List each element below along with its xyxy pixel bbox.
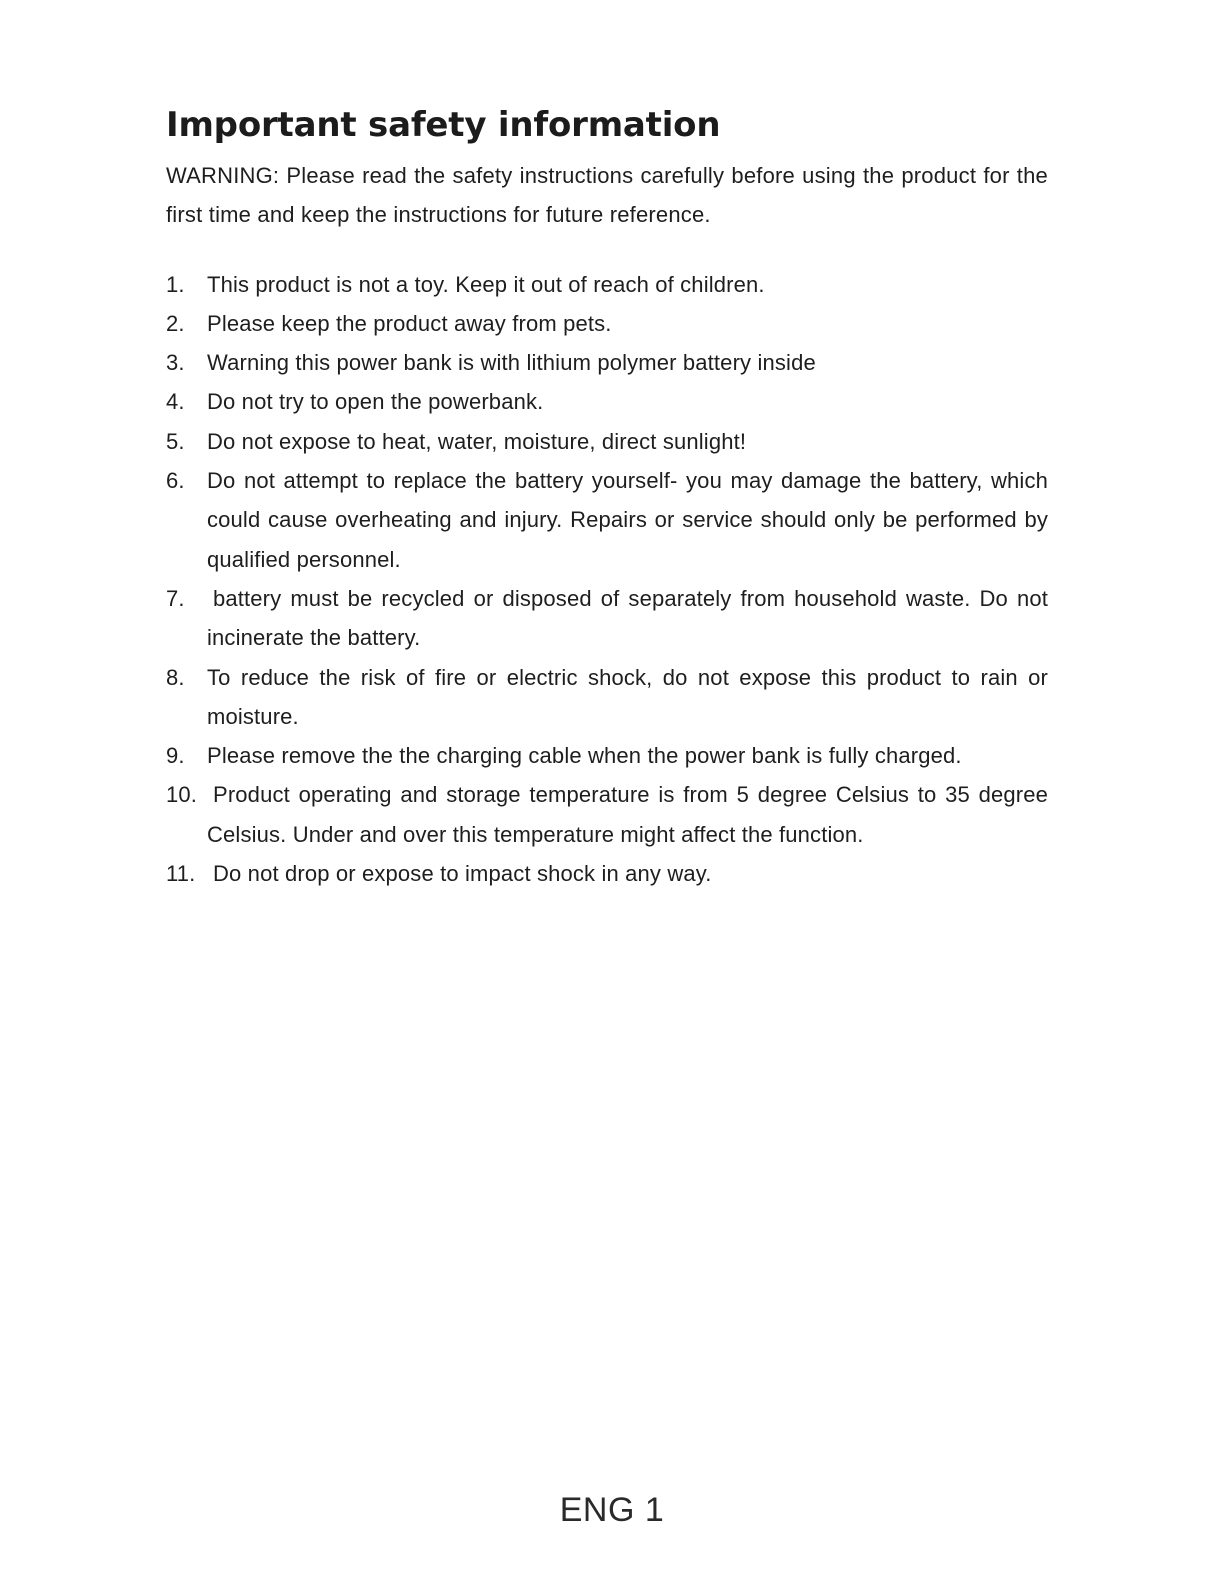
- item-text: Do not try to open the powerbank.: [207, 389, 544, 415]
- item-text: Please keep the product away from pets.: [207, 310, 612, 336]
- item-number: 3.: [166, 350, 185, 376]
- item-number: 8.: [166, 664, 185, 690]
- item-text: To reduce the risk of fire or electric shock, do not expose this product to rain or moisture.: [207, 664, 1048, 729]
- item-number: 5.: [166, 428, 185, 454]
- list-item: [166, 265, 1048, 304]
- item-number: 6.: [166, 468, 185, 494]
- item-text: Do not attempt to replace the battery yourself- you may damage the battery, which could cause overheating and injury. Repairs or service should only be performed by qualified personnel.: [207, 468, 1048, 572]
- item-text: Product operating and storage temperature is from 5 degree Celsius to 35 degree Celsius. Under and over this temperature might affect the function.: [207, 782, 1048, 847]
- list-item: [166, 579, 1048, 658]
- list-item: [166, 343, 1048, 382]
- list-item: [166, 461, 1048, 579]
- list-item: [166, 854, 1048, 893]
- list-item: [166, 304, 1048, 343]
- item-number: 7.: [166, 585, 185, 611]
- item-text: Do not drop or expose to impact shock in any way.: [213, 861, 712, 887]
- item-number: 11.: [166, 861, 196, 887]
- item-number: 10.: [166, 782, 198, 808]
- item-number: 2.: [166, 310, 185, 336]
- item-text: This product is not a toy. Keep it out of reach of children.: [207, 271, 765, 297]
- item-text: Please remove the the charging cable when the power bank is fully charged.: [207, 743, 962, 769]
- page-title: Important safety information: [166, 105, 721, 145]
- list-item: [166, 422, 1048, 461]
- item-number: 9.: [166, 743, 185, 769]
- page-footer: ENG 1: [559, 1491, 665, 1529]
- item-text: Warning this power bank is with lithium polymer battery inside: [207, 350, 816, 376]
- list-item: [166, 658, 1048, 737]
- list-item: [166, 775, 1048, 854]
- warning-paragraph: WARNING: Please read the safety instructions carefully before using the product for the first time and keep the instructions for future reference.: [166, 163, 1048, 228]
- list-item: [166, 382, 1048, 421]
- item-text: Do not expose to heat, water, moisture, direct sunlight!: [207, 428, 747, 454]
- safety-list: [166, 265, 1048, 894]
- item-number: 1.: [166, 271, 185, 297]
- document-body: [166, 100, 1048, 893]
- list-item: [166, 736, 1048, 775]
- item-text: battery must be recycled or disposed of separately from household waste. Do not incinerate the battery.: [207, 585, 1048, 651]
- item-number: 4.: [166, 389, 185, 415]
